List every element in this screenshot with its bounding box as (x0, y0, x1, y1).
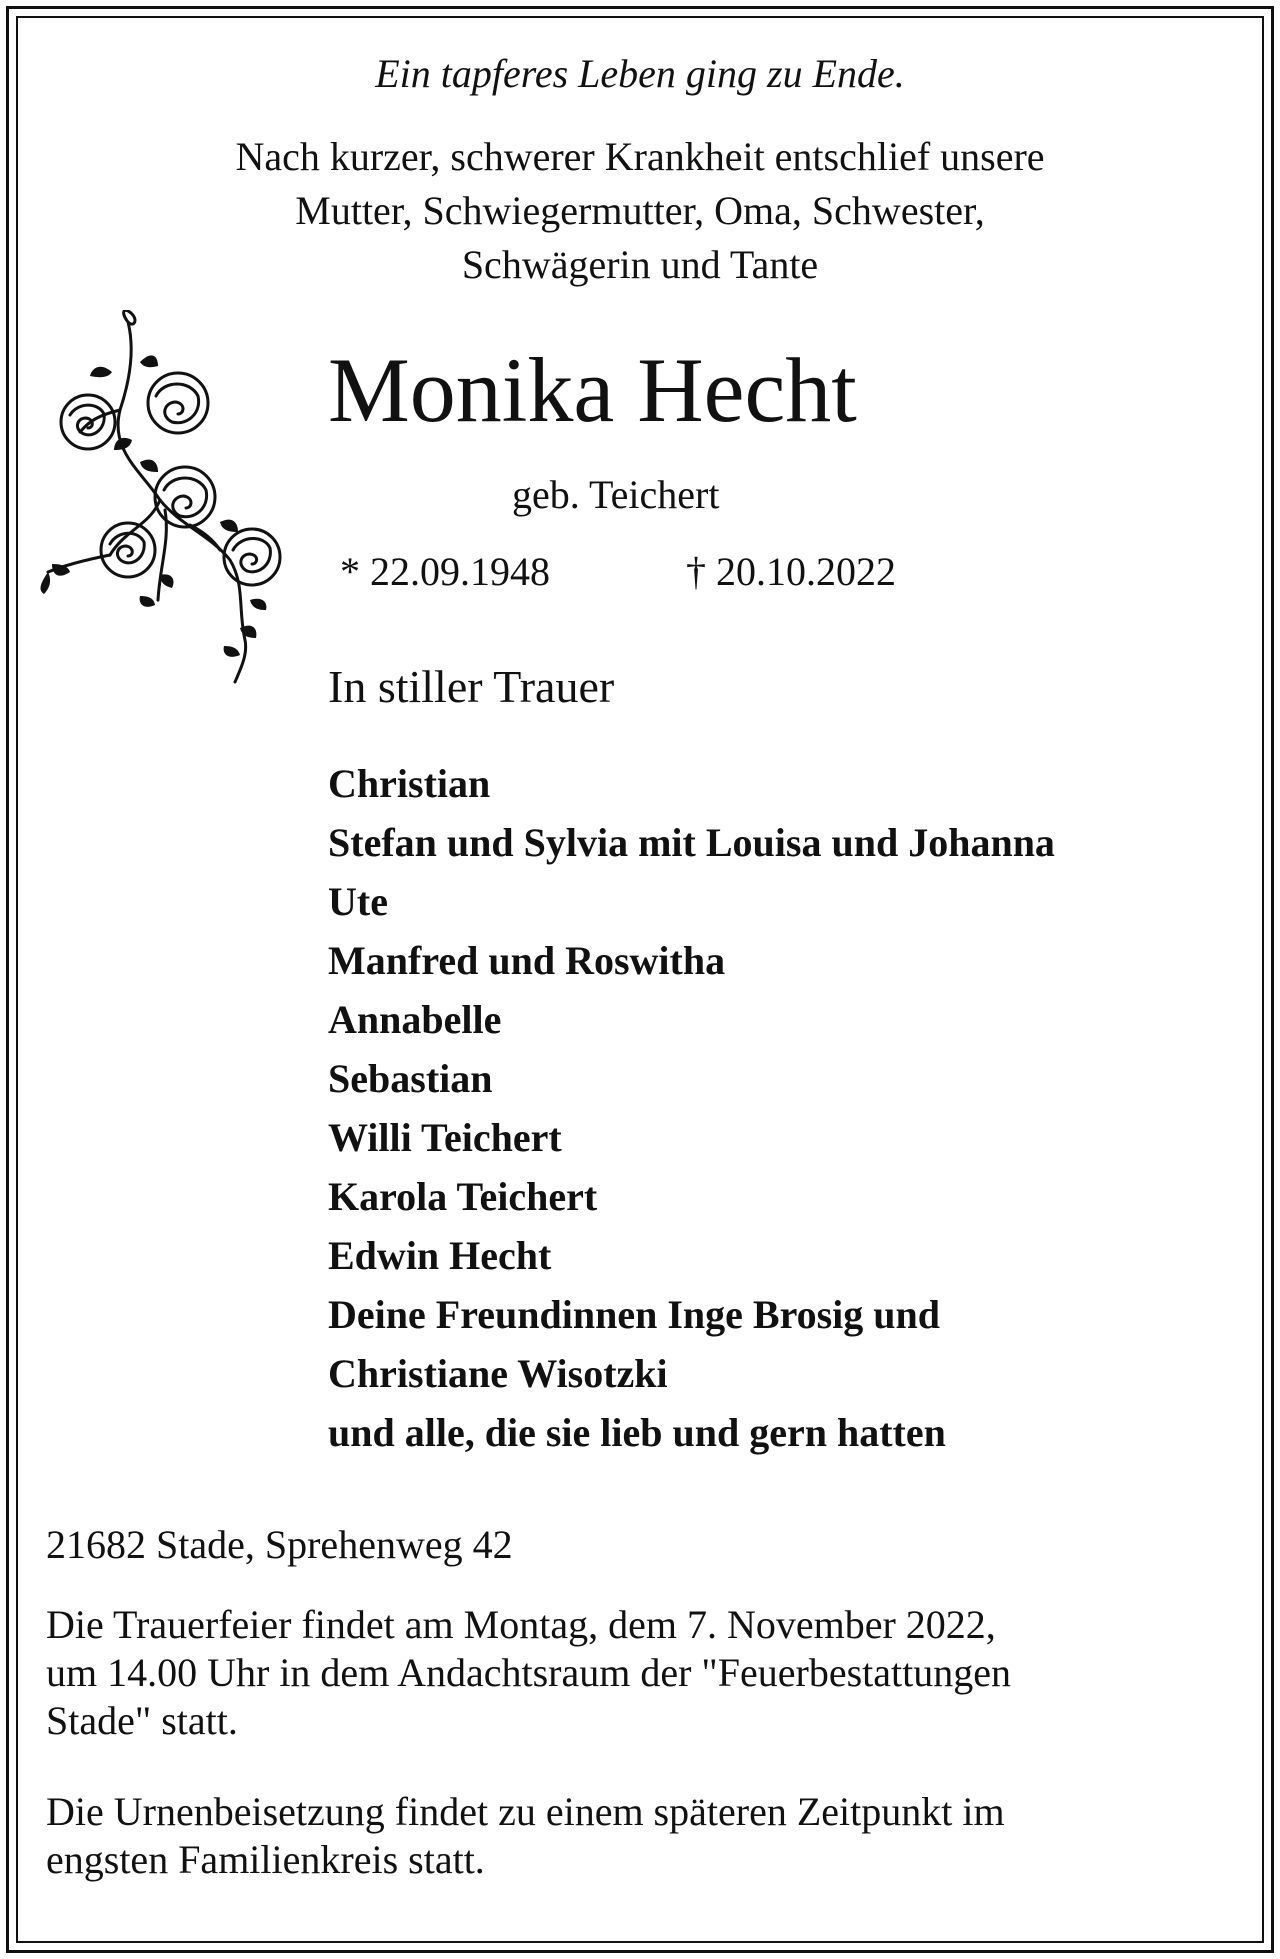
mourner-line: Stefan und Sylvia mit Louisa und Johanna (328, 820, 1055, 865)
service-paragraph (46, 1601, 1011, 1745)
intro-line: Nach kurzer, schwerer Krankheit entschlief unsere (235, 134, 1045, 179)
deceased-name: Monika Hecht (328, 339, 857, 441)
maiden-name: geb. Teichert (512, 472, 720, 517)
mourning-phrase: In stiller Trauer (328, 661, 615, 712)
address: 21682 Stade, Sprehenweg 42 (46, 1522, 513, 1567)
mourner-line: Sebastian (328, 1056, 493, 1101)
mourner-line: und alle, die sie lieb und gern hatten (328, 1410, 946, 1455)
mourner-line: Karola Teichert (328, 1174, 598, 1219)
rose-branch-icon (40, 310, 310, 685)
service-line: Die Trauerfeier findet am Montag, dem 7. November 2022, (46, 1602, 996, 1647)
mourner-line: Edwin Hecht (328, 1233, 552, 1278)
mourner-line: Ute (328, 879, 388, 924)
intro-line: Schwägerin und Tante (461, 242, 819, 287)
intro-text (0, 130, 1280, 292)
mourner-line: Manfred und Roswitha (328, 938, 726, 983)
urn-line: Die Urnenbeisetzung findet zu einem späteren Zeitpunkt im (46, 1789, 1005, 1834)
mourners-list (328, 754, 1055, 1462)
mourner-line: Christiane Wisotzki (328, 1351, 668, 1396)
urn-line: engsten Familienkreis statt. (46, 1837, 485, 1882)
mourner-line: Willi Teichert (328, 1115, 562, 1160)
mourner-line: Annabelle (328, 997, 502, 1042)
motto: Ein tapferes Leben ging zu Ende. (375, 51, 905, 96)
urn-paragraph (46, 1788, 1005, 1884)
birth-date: * 22.09.1948 (340, 549, 550, 594)
intro-line: Mutter, Schwiegermutter, Oma, Schwester, (295, 188, 985, 233)
death-date: † 20.10.2022 (686, 549, 896, 594)
mourner-line: Christian (328, 761, 491, 806)
service-line: um 14.00 Uhr in dem Andachtsraum der "Feuerbestattungen (46, 1650, 1011, 1695)
mourner-line: Deine Freundinnen Inge Brosig und (328, 1292, 941, 1337)
service-line: Stade" statt. (46, 1698, 238, 1743)
